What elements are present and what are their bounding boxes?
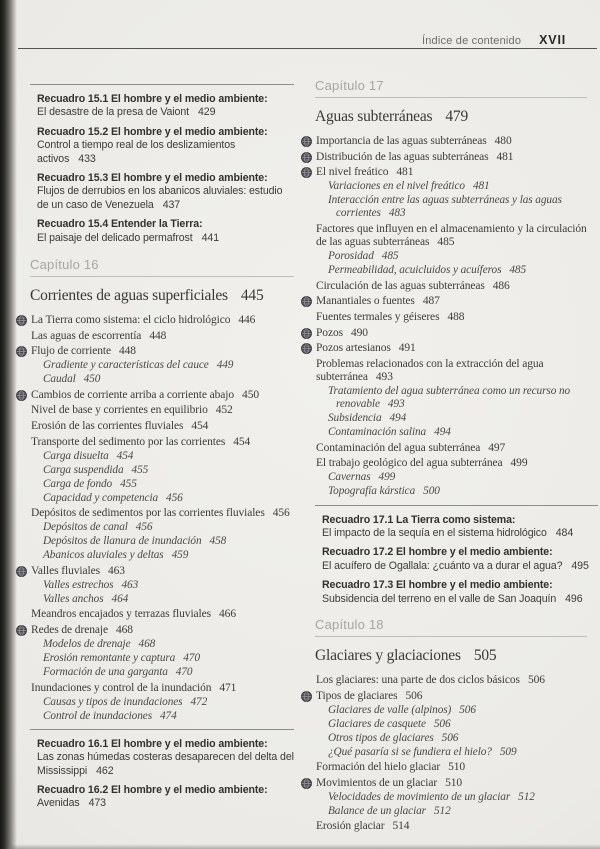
page-ref: 481: [472, 180, 490, 193]
page-ref: 499: [378, 471, 396, 484]
chapter-title: [315, 646, 587, 666]
page-ref: 449: [216, 359, 234, 372]
toc-entry: [328, 485, 587, 498]
earth-system-globe-icon: [16, 346, 27, 357]
toc-entry-text: Abanicos aluviales y deltas: [43, 549, 164, 562]
recuadro-item: [37, 126, 294, 166]
chapter-page-ref: 505: [473, 646, 497, 664]
recuadro-title: Recuadro 16.1 El hombre y el medio ambiente:: [37, 737, 268, 750]
toc-entry-text: Glaciares de casquete: [328, 717, 426, 730]
toc-entry-text: Factores que influyen en el almacenamiento y la circulación de las aguas subterráneas: [316, 222, 587, 249]
earth-system-globe-icon: [301, 343, 312, 354]
toc-entry-text: Permeabilidad, acuicluidos y acuíferos: [328, 264, 502, 277]
recuadro-title: Recuadro 15.2 El hombre y el medio ambiente:: [37, 125, 268, 138]
book-binding-shadow: [0, 0, 17, 849]
toc-entry-text: Modelos de drenaje: [43, 638, 131, 650]
toc-entry-text: La Tierra como sistema: el ciclo hidrológico: [31, 314, 231, 327]
toc-entry-text: Redes de drenaje: [31, 624, 108, 636]
toc-list-ch17: [315, 135, 587, 499]
toc-entry-text: Nivel de base y corrientes en equilibrio: [31, 404, 208, 417]
toc-entry-text: Tipos de glaciares: [316, 689, 398, 702]
toc-entry: [30, 565, 294, 578]
toc-entry: [315, 295, 587, 308]
page-ref: 464: [111, 592, 129, 605]
toc-entry-text: Carga de fondo: [43, 477, 113, 490]
page-ref: 506: [405, 689, 423, 702]
toc-entry: [328, 180, 587, 193]
page-ref: 506: [433, 717, 451, 730]
page-ref: 433: [78, 152, 96, 165]
toc-entry: [315, 151, 587, 164]
toc-entry-text: ¿Qué pasaría si se fundiera el hielo?: [328, 745, 492, 758]
toc-entry: [328, 194, 587, 220]
toc-entry: [315, 674, 587, 687]
toc-entry: [30, 389, 294, 402]
earth-system-globe-icon: [301, 152, 312, 163]
recuadro-item: [37, 93, 294, 120]
toc-entry: [315, 761, 587, 774]
toc-entry: [43, 478, 294, 491]
page-ref: 510: [445, 776, 463, 789]
page-bottom-edge-shadow: [0, 844, 600, 849]
toc-entry-text: Formación de una garganta: [43, 666, 168, 678]
recuadro-group-ch16: [30, 729, 294, 811]
recuadro-body: Subsidencia del terreno en el valle de San Joaquín 496: [322, 592, 583, 605]
page-ref: 493: [375, 370, 393, 383]
page-ref: 481: [396, 166, 414, 179]
toc-entry: [30, 345, 294, 358]
page-ref: 512: [433, 804, 451, 817]
page-ref: 483: [388, 207, 406, 220]
left-column: [30, 84, 294, 817]
chapter-page-ref: 479: [445, 108, 468, 125]
toc-entry: [315, 358, 587, 384]
toc-entry: [315, 820, 587, 833]
chapter-label: Capítulo 16: [30, 257, 294, 277]
recuadro-group-ch15: [30, 84, 294, 245]
toc-entry-text: Otros tipos de glaciares: [328, 731, 434, 744]
recuadro-item: [37, 218, 294, 245]
toc-entry: [315, 690, 587, 703]
toc-entry-text: Depósitos de llanura de inundación: [43, 535, 202, 548]
toc-entry: [315, 280, 587, 293]
page-ref: 485: [381, 250, 399, 263]
recuadro-group-ch17: [315, 505, 598, 606]
toc-entry: [43, 373, 294, 386]
recuadro-title: Recuadro 17.2 El hombre y el medio ambiente:: [322, 546, 553, 559]
recuadro-item: [37, 738, 294, 778]
toc-entry-text: Capacidad y competencia: [43, 491, 159, 504]
toc-entry: [43, 593, 294, 606]
page-ref: 463: [107, 564, 125, 577]
page-ref: 485: [437, 236, 455, 249]
page-ref: 454: [191, 420, 209, 433]
chapter-title: [315, 107, 587, 127]
recuadro-item: [37, 172, 294, 212]
page-ref: 459: [171, 549, 189, 562]
page-ref: 490: [350, 326, 368, 339]
toc-entry-text: Circulación de las aguas subterráneas: [316, 279, 485, 292]
toc-entry-text: El nivel freático: [316, 166, 389, 179]
toc-entry: [328, 718, 587, 731]
page-ref: 446: [238, 314, 256, 327]
toc-entry-text: Carga disuelta: [43, 449, 109, 462]
toc-entry-text: Fuentes termales y géiseres: [316, 310, 440, 323]
toc-entry-text: Gradiente y características del cauce: [43, 359, 209, 372]
recuadro-title: Recuadro 16.2 El hombre y el medio ambiente:: [37, 784, 268, 797]
toc-entry-text: Variaciones en el nivel freático: [328, 180, 465, 193]
page-ref: 472: [190, 695, 208, 708]
page-ref: 488: [447, 310, 465, 323]
chapter-title: [30, 286, 294, 306]
recuadro-body: El impacto de la sequía en el sistema hidrológico 484: [322, 526, 574, 539]
page-ref: 456: [272, 507, 290, 520]
page-ref: 468: [138, 638, 156, 650]
folio-page-number: XVII: [539, 33, 566, 47]
toc-entry-text: Problemas relacionados con la extracción del agua subterránea: [316, 357, 544, 383]
toc-entry: [328, 805, 587, 818]
page-ref: 470: [183, 652, 200, 664]
toc-entry-text: Erosión remontante y captura: [43, 652, 176, 664]
earth-system-globe-icon: [16, 315, 27, 326]
toc-entry: [328, 471, 587, 484]
header-rule: [18, 48, 597, 49]
page-ref: 455: [120, 477, 137, 490]
toc-entry: [328, 412, 587, 425]
earth-system-globe-icon: [301, 167, 312, 178]
toc-entry-text: Velocidades de movimiento de un glaciar: [328, 790, 511, 803]
toc-entry: [328, 746, 587, 759]
running-header: [0, 31, 566, 49]
earth-system-globe-icon: [301, 328, 312, 339]
toc-entry-text: Importancia de las aguas subterráneas: [316, 135, 487, 147]
earth-system-globe-icon: [301, 136, 312, 147]
recuadro-body: El acuífero de Ogallala: ¿cuánto va a durar el agua? 495: [322, 559, 589, 572]
toc-entry-text: Formación del hielo glaciar: [316, 761, 441, 774]
page-ref: 450: [242, 388, 259, 401]
toc-entry-text: Erosión glaciar: [316, 820, 385, 833]
toc-entry-text: Valles fluviales: [31, 564, 100, 577]
page-ref: 452: [215, 404, 233, 417]
page-ref: 499: [510, 457, 528, 470]
toc-entry: [328, 250, 587, 263]
page-ref: 494: [389, 412, 407, 425]
recuadro-body: Flujos de derrubios en los abanicos aluviales: estudio de un caso de Venezuela 437: [37, 185, 283, 211]
toc-entry-text: Subsidencia: [328, 412, 382, 425]
toc-entry: [30, 404, 294, 417]
page-ref: 470: [175, 666, 193, 678]
toc-entry-text: Carga suspendida: [43, 463, 124, 476]
recuadro-title: Recuadro 17.1 La Tierra como sistema:: [322, 513, 516, 526]
toc-entry: [328, 426, 587, 439]
recuadro-item: [322, 514, 598, 541]
toc-entry-text: Pozos: [316, 326, 343, 339]
toc-entry-text: Transporte del sedimento por las corrientes: [31, 435, 226, 448]
toc-entry: [43, 359, 294, 372]
page-ref: 494: [434, 426, 451, 439]
toc-entry: [315, 457, 587, 470]
page-ref: 509: [499, 745, 517, 758]
page-ref: 448: [149, 329, 167, 342]
toc-entry: [315, 777, 587, 790]
earth-system-globe-icon: [16, 625, 27, 636]
recuadro-body: Las zonas húmedas costeras desaparecen del delta del Mississippi 462: [37, 751, 294, 777]
toc-entry-text: Porosidad: [328, 250, 374, 263]
chapter-label: Capítulo 18: [315, 617, 587, 637]
toc-entry-text: Contaminación salina: [328, 426, 427, 439]
earth-system-globe-icon: [301, 296, 312, 307]
page-ref: 495: [571, 559, 589, 572]
toc-entry: [43, 696, 294, 709]
chapter-17-heading: [315, 78, 587, 127]
page-ref: 486: [492, 279, 510, 292]
toc-entry-text: Flujo de corriente: [31, 345, 111, 358]
page-ref: 468: [115, 624, 133, 636]
toc-entry: [30, 314, 294, 327]
toc-entry: [43, 521, 294, 534]
page-ref: 473: [88, 797, 106, 810]
toc-entry-text: Pozos artesianos: [316, 342, 391, 355]
page-ref: 466: [219, 608, 236, 621]
recuadro-body: Avenidas 473: [37, 797, 106, 810]
page-ref: 485: [509, 264, 527, 277]
page-ref: 491: [398, 342, 416, 355]
toc-entry-text: Depósitos de canal: [43, 521, 128, 534]
chapter-16-heading: [30, 257, 294, 306]
toc-entry: [315, 166, 587, 179]
toc-entry: [43, 652, 294, 665]
toc-entry-text: Caudal: [43, 373, 76, 386]
toc-entry: [30, 608, 294, 621]
page-ref: 450: [83, 373, 101, 386]
toc-entry: [315, 223, 587, 249]
page-ref: 506: [441, 731, 459, 744]
toc-entry-text: Tratamiento del agua subterránea como un recurso no renovable: [328, 384, 571, 411]
page-ref: 454: [233, 435, 251, 448]
toc-entry-text: Los glaciares: una parte de dos ciclos básicos: [316, 673, 520, 686]
toc-entry: [328, 732, 587, 745]
toc-entry: [328, 704, 587, 717]
toc-entry-text: Erosión de las corrientes fluviales: [31, 420, 184, 433]
toc-entry: [328, 385, 587, 411]
page-ref: 437: [162, 198, 181, 211]
chapter-title-text: Glaciares y glaciaciones: [315, 646, 461, 664]
recuadro-item: [37, 784, 294, 811]
chapter-title-text: Aguas subterráneas: [315, 108, 433, 125]
toc-entry: [328, 791, 587, 804]
toc-entry-text: Balance de un glaciar: [328, 804, 426, 817]
toc-entry: [43, 666, 294, 679]
earth-system-globe-icon: [16, 566, 27, 577]
toc-entry: [30, 682, 294, 695]
toc-entry: [43, 638, 294, 651]
toc-entry-text: Interacción entre las aguas subterráneas y las aguas corrientes: [328, 194, 562, 220]
page-ref: 463: [121, 578, 139, 591]
chapter-title-text: Corrientes de aguas superficiales: [30, 287, 228, 305]
toc-entry-text: Causas y tipos de inundaciones: [43, 695, 183, 708]
toc-entry: [43, 579, 294, 592]
toc-entry: [30, 624, 294, 637]
toc-entry-text: Valles anchos: [43, 592, 104, 605]
toc-entry-text: Manantiales o fuentes: [316, 295, 415, 308]
toc-entry-text: Contaminación del agua subterránea: [316, 441, 481, 454]
toc-entry-text: Glaciares de valle (alpinos): [328, 703, 452, 716]
toc-entry: [43, 549, 294, 562]
right-column: [315, 78, 587, 834]
toc-entry-text: Valles estrechos: [43, 578, 114, 591]
page-ref: 454: [116, 449, 134, 462]
running-head-title: Índice de contenido: [421, 35, 522, 47]
page-ref: 462: [96, 764, 114, 777]
earth-system-globe-icon: [301, 691, 312, 702]
toc-entry: [30, 330, 294, 343]
page-ref: 458: [209, 535, 227, 548]
toc-entry: [43, 492, 294, 505]
toc-entry-text: Depósitos de sedimentos por las corrientes fluviales: [31, 507, 265, 520]
recuadro-title: Recuadro 17.3 El hombre y el medio ambiente:: [322, 579, 553, 592]
toc-entry: [43, 710, 294, 723]
page-ref: 506: [527, 673, 545, 686]
toc-entry-text: El trabajo geológico del agua subterránea: [316, 457, 503, 470]
toc-list-ch16: [30, 314, 294, 723]
toc-entry: [315, 311, 587, 324]
page-ref: 514: [392, 820, 410, 833]
recuadro-body: El paisaje del delicado permafrost 441: [37, 231, 219, 244]
toc-entry: [30, 420, 294, 433]
chapter-label: Capítulo 17: [315, 78, 587, 98]
page-ref: 510: [448, 761, 466, 774]
recuadro-body: El desastre de la presa de Vaiont 429: [37, 106, 216, 119]
toc-entry: [315, 135, 587, 148]
recuadro-title: Recuadro 15.3 El hombre y el medio ambiente:: [37, 172, 268, 185]
toc-entry-text: Las aguas de escorrentía: [31, 329, 142, 342]
toc-list-ch18: [315, 674, 587, 834]
recuadro-item: [322, 546, 598, 573]
page-ref: 496: [565, 592, 583, 605]
earth-system-globe-icon: [301, 778, 312, 789]
page-ref: 500: [423, 485, 440, 498]
toc-entry-text: Cambios de corriente arriba a corriente abajo: [31, 388, 235, 401]
earth-system-globe-icon: [16, 390, 27, 401]
recuadro-title: Recuadro 15.4 Entender la Tierra:: [37, 218, 203, 231]
chapter-18-heading: [315, 617, 587, 666]
toc-entry-text: Movimientos de un glaciar: [316, 776, 438, 789]
toc-entry: [30, 507, 294, 520]
toc-entry: [43, 450, 294, 463]
toc-entry: [328, 264, 587, 277]
page-ref: 480: [494, 135, 512, 147]
page-ref: 471: [219, 681, 237, 694]
page-ref: 455: [131, 463, 149, 476]
toc-entry-text: Meandros encajados y terrazas fluviales: [31, 608, 212, 621]
chapter-page-ref: 445: [240, 287, 264, 305]
toc-entry: [315, 342, 587, 355]
page-ref: 474: [160, 709, 177, 722]
toc-entry-text: Cavernas: [328, 471, 371, 484]
page-ref: 484: [555, 526, 574, 539]
toc-entry: [315, 442, 587, 455]
toc-entry-text: Topografía kárstica: [328, 485, 416, 498]
toc-entry-text: Distribución de las aguas subterráneas: [316, 150, 489, 163]
page-ref: 441: [201, 231, 219, 244]
page-ref: 493: [387, 398, 405, 411]
toc-entry-text: Control de inundaciones: [43, 709, 152, 722]
toc-entry: [30, 436, 294, 449]
toc-entry: [43, 535, 294, 548]
recuadro-title: Recuadro 15.1 El hombre y el medio ambiente:: [37, 93, 268, 105]
toc-entry-text: Inundaciones y control de la inundación: [31, 681, 212, 694]
page-ref: 456: [166, 491, 183, 504]
recuadro-item: [322, 579, 598, 606]
page-ref: 506: [459, 703, 476, 716]
page-ref: 487: [422, 295, 440, 308]
page-ref: 512: [518, 790, 535, 803]
toc-entry: [43, 464, 294, 477]
page-ref: 481: [496, 150, 514, 163]
recuadro-body: Control a tiempo real de los deslizamientos activos 433: [37, 139, 236, 165]
page-ref: 456: [135, 521, 153, 534]
page-ref: 448: [118, 345, 136, 358]
toc-entry: [315, 327, 587, 340]
page-ref: 497: [488, 441, 506, 454]
page-ref: 429: [197, 106, 216, 119]
